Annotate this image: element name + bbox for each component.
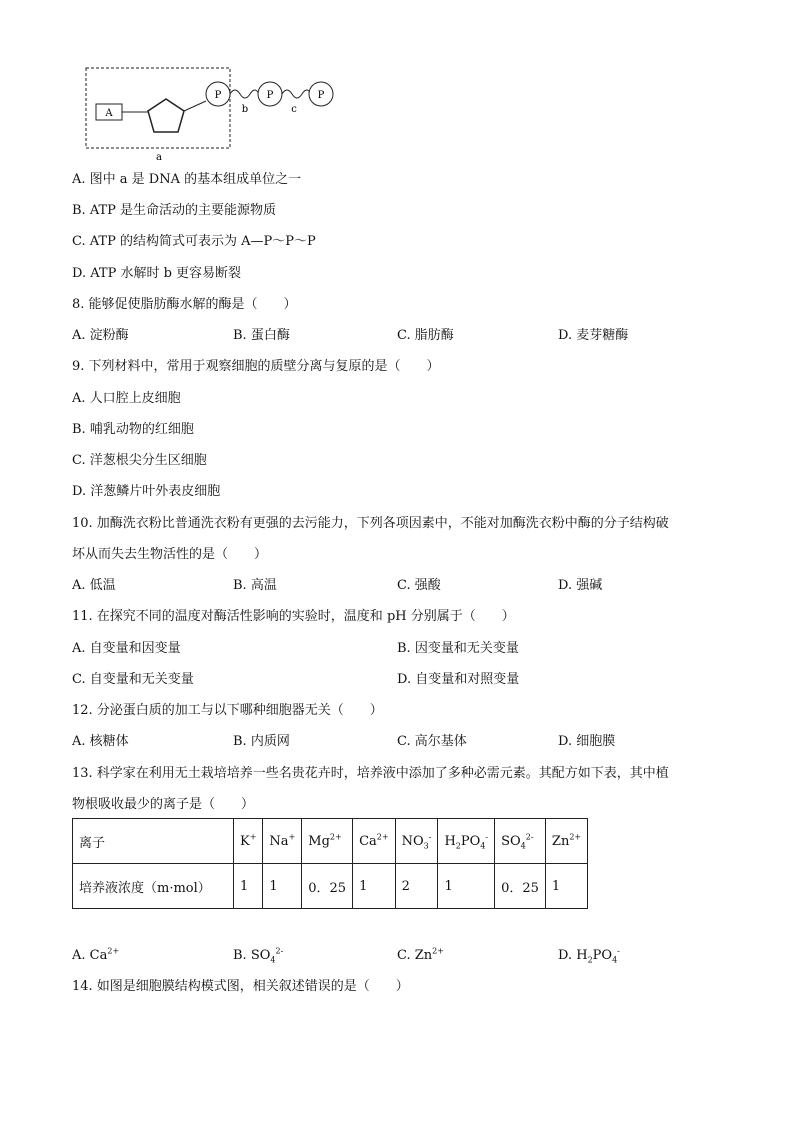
q9-stem: 9. 下列材料中，常用于观察细胞的质壁分离与复原的是（ ）	[72, 359, 440, 374]
ion-charge: 2-	[525, 832, 534, 842]
option-text: D. H	[558, 948, 588, 963]
q9-option-c: C. 洋葱根尖分生区细胞	[72, 453, 207, 468]
conc-no3: 2	[395, 864, 438, 909]
q13-option-d	[558, 948, 620, 964]
option-subscript: 4	[612, 955, 618, 965]
q13-option-c	[397, 948, 444, 964]
option-text-mid: PO	[592, 948, 613, 963]
conc-h2po4: 1	[438, 864, 495, 909]
q12-option-b: B. 内质网	[233, 734, 290, 749]
ion-cell-na	[263, 819, 302, 864]
q7-option-c: C. ATP 的结构简式可表示为 A—P～P～P	[72, 234, 316, 249]
conc-mg: 0．25	[302, 864, 353, 909]
ion-name: NO	[401, 833, 424, 849]
ion-name: Na	[269, 833, 289, 849]
table-row-ions	[73, 819, 588, 864]
ion-cell-mg	[302, 819, 353, 864]
ion-charge: 2+	[329, 832, 342, 842]
q8-option-d: D. 麦芽糖酶	[558, 328, 629, 343]
q11-stem: 11. 在探究不同的温度对酶活性影响的实验时，温度和 pH 分别属于（ ）	[72, 609, 515, 624]
option-charge: 2-	[275, 946, 284, 956]
option-charge: -	[617, 946, 620, 956]
ion-subscript: 2	[455, 841, 461, 851]
q10-stem-line2: 坏从而失去生物活性的是（ ）	[72, 547, 268, 562]
q8-stem: 8. 能够促使脂肪酶水解的酶是（ ）	[72, 297, 297, 312]
q9-option-b: B. 哺乳动物的红细胞	[72, 422, 194, 437]
conc-zn: 1	[545, 864, 587, 909]
ion-cell-no3	[395, 819, 438, 864]
ion-name: Ca	[359, 833, 377, 849]
ion-name: Zn	[551, 833, 570, 849]
phosphate-label-2: P	[266, 90, 274, 101]
q10-option-d: D. 强碱	[558, 578, 603, 593]
q7-option-b: B. ATP 是生命活动的主要能源物质	[72, 203, 277, 218]
bond-label-b: b	[241, 104, 249, 115]
ion-name-tail: PO	[460, 833, 481, 849]
conc-k: 1	[234, 864, 263, 909]
q7-option-a: A. 图中 a 是 DNA 的基本组成单位之一	[72, 172, 302, 187]
ion-charge: -	[428, 832, 432, 842]
option-text: B. SO	[233, 948, 271, 963]
conc-so4: 0．25	[495, 864, 546, 909]
q12-stem: 12. 分泌蛋白质的加工与以下哪种细胞器无关（ ）	[72, 703, 383, 718]
q12-option-c: C. 高尔基体	[397, 734, 467, 749]
phosphate-label-1: P	[214, 90, 222, 101]
high-energy-bond-c	[282, 90, 311, 98]
q8-option-a: A. 淀粉酶	[72, 328, 129, 343]
option-charge: 2+	[107, 946, 120, 956]
q8-option-b: B. 蛋白酶	[233, 328, 290, 343]
ion-cell-ca	[353, 819, 396, 864]
q10-stem-line1: 10. 加酶洗衣粉比普通洗衣粉有更强的去污能力，下列各项因素中，不能对加酶洗衣粉中酶的分子结构破	[72, 516, 669, 531]
ion-name: Mg	[308, 833, 330, 849]
q12-option-d: D. 细胞膜	[558, 734, 616, 749]
q12-option-a: A. 核糖体	[72, 734, 129, 749]
high-energy-bond-b	[230, 90, 259, 98]
ion-subscript: 3	[423, 841, 429, 851]
ion-cell-so4	[495, 819, 546, 864]
ion-cell-k	[234, 819, 263, 864]
phosphate-label-3: P	[317, 90, 325, 101]
q13-option-a	[72, 948, 119, 964]
atp-structure-diagram	[84, 66, 344, 166]
ion-name: SO	[501, 833, 521, 849]
q8-option-c: C. 脂肪酶	[397, 328, 454, 343]
ribose-pentagon	[148, 99, 184, 132]
ion-subscript: 4	[520, 841, 526, 851]
q9-option-a: A. 人口腔上皮细胞	[72, 391, 181, 406]
q13-stem-line1: 13. 科学家在利用无土栽培培养一些名贵花卉时，培养液中添加了多种必需元素。其配方如下表，其中植	[72, 766, 669, 781]
q10-option-b: B. 高温	[233, 578, 277, 593]
option-subscript: 4	[270, 955, 276, 965]
table-row-concentration	[73, 864, 588, 909]
option-charge: 2+	[432, 946, 444, 956]
ion-charge: +	[249, 832, 257, 842]
q11-option-d: D. 自变量和对照变量	[397, 672, 520, 687]
option-subscript: 2	[587, 955, 593, 965]
ion-charge: 2+	[569, 832, 582, 842]
q10-option-a: A. 低温	[72, 578, 116, 593]
ion-cell-zn	[545, 819, 587, 864]
sugar-phosphate-bond	[184, 101, 206, 111]
ion-subscript: 4	[480, 841, 486, 851]
q9-option-d: D. 洋葱鳞片叶外表皮细胞	[72, 484, 221, 499]
option-text: C. Zn	[397, 948, 433, 963]
group-label-a: a	[156, 152, 162, 163]
bond-label-c: c	[291, 104, 297, 115]
ion-name: K	[240, 833, 250, 849]
conc-na: 1	[263, 864, 302, 909]
ion-name: H	[444, 833, 456, 849]
q11-option-b: B. 因变量和无关变量	[397, 641, 519, 656]
option-text: A. Ca	[72, 948, 108, 963]
q14-stem: 14. 如图是细胞膜结构模式图，相关叙述错误的是（ ）	[72, 979, 409, 994]
adenine-label: A	[105, 108, 113, 119]
q10-option-c: C. 强酸	[397, 578, 441, 593]
q11-option-c: C. 自变量和无关变量	[72, 672, 194, 687]
ion-concentration-table	[72, 818, 588, 909]
table-header-concentration: 培养液浓度（m·mol）	[73, 864, 234, 909]
ion-cell-h2po4	[438, 819, 495, 864]
table-header-ion: 离子	[73, 819, 234, 864]
q13-option-b	[233, 948, 283, 964]
ion-charge: 2+	[376, 832, 389, 842]
q13-stem-line2: 物根吸收最少的离子是（ ）	[72, 797, 255, 812]
conc-ca: 1	[353, 864, 396, 909]
q11-option-a: A. 自变量和因变量	[72, 641, 181, 656]
ion-charge: -	[485, 832, 489, 842]
ion-charge: +	[288, 832, 296, 842]
q7-option-d: D. ATP 水解时 b 更容易断裂	[72, 266, 242, 281]
